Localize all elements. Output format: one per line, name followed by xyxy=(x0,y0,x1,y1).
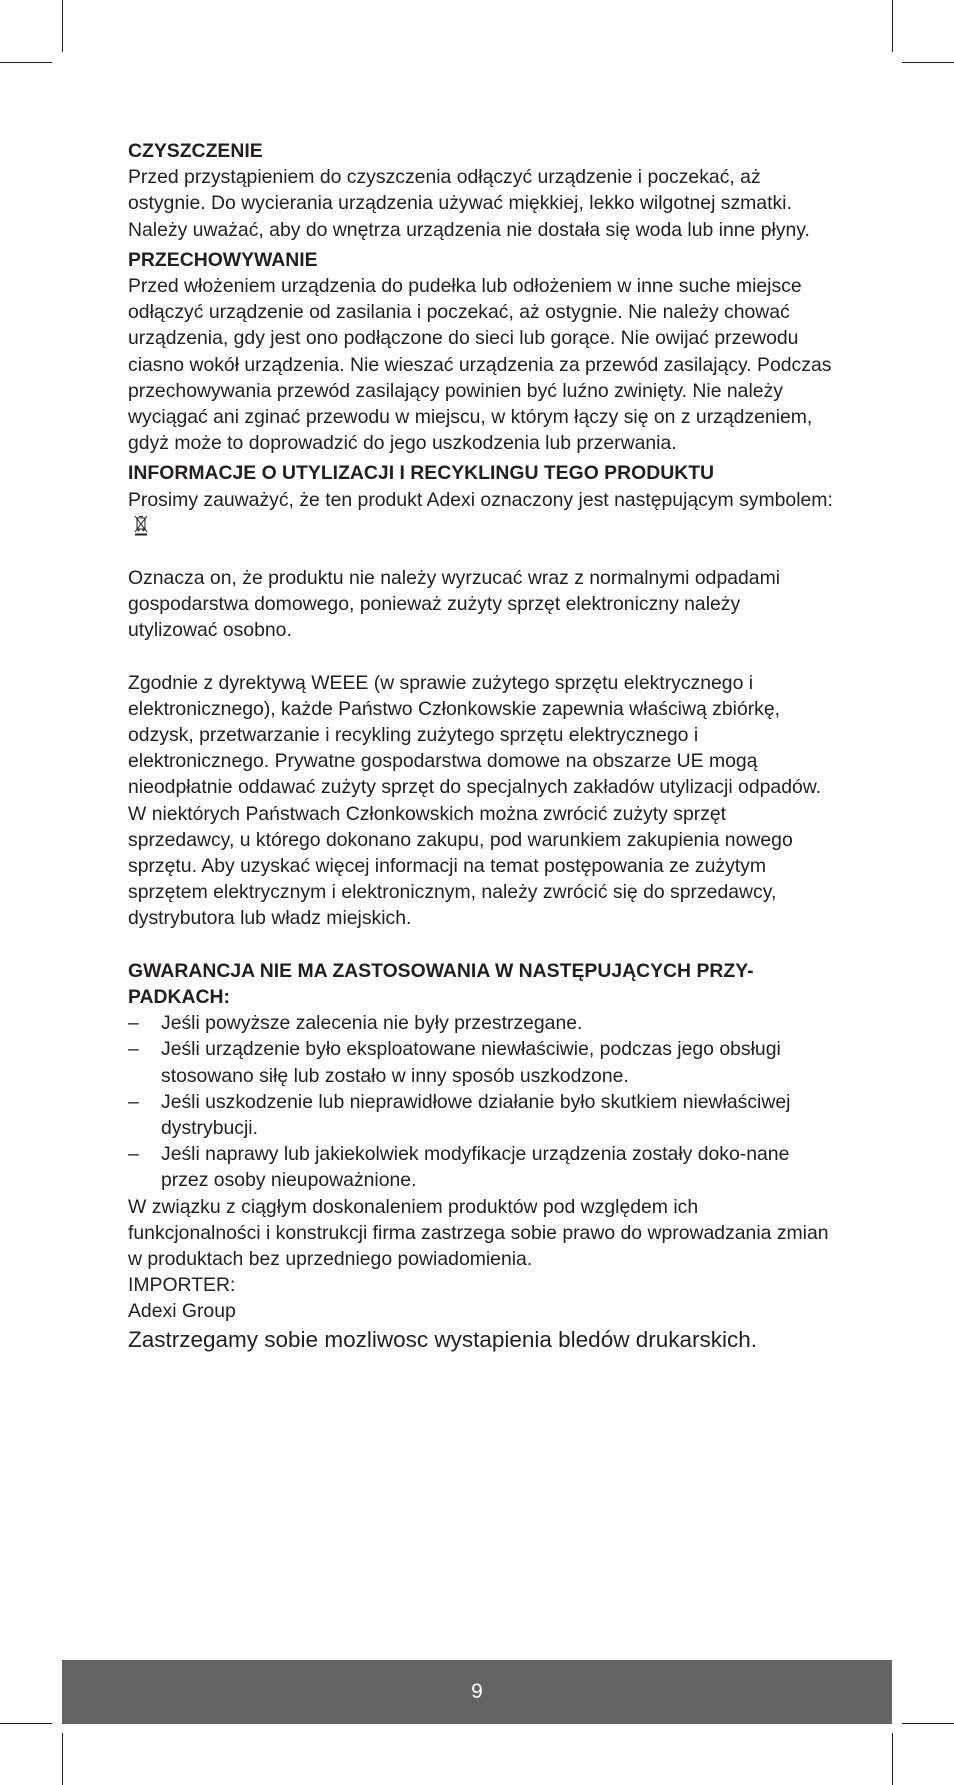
manual-page-content xyxy=(128,138,834,1355)
cleaning-section xyxy=(128,138,834,243)
crop-mark-bottom-right-horizontal xyxy=(902,1723,954,1724)
dash-bullet: – xyxy=(128,1012,139,1035)
list-item xyxy=(128,1010,834,1036)
list-item-text: Jeśli powyższe zalecenia nie były przestrzegane. xyxy=(161,1012,583,1035)
product-improvement-notice: W związku z ciągłym doskonaleniem produktów pod względem ich funkcjonalności i konstrukcji firma zastrzega sobie prawo do wprowadzania zmian w produktach bez uprzedniego powiadomienia. xyxy=(128,1195,829,1270)
cleaning-text: Przed przystąpieniem do czyszczenia odłączyć urządzenie i poczekać, aż ostygnie. Do wycierania urządzenia używać miękkiej, lekko wilgotnej szmatki. Należy uważać, aby do wnętrza urządzenia nie dostała się woda lub inne płyny. xyxy=(128,166,810,241)
page-footer-bar xyxy=(62,1660,892,1724)
dash-bullet: – xyxy=(128,1038,139,1061)
recycling-intro-paragraph xyxy=(128,487,834,539)
list-item xyxy=(128,1089,834,1141)
printing-errors-note: Zastrzegamy sobie mozliwosc wystapienia bledów drukarskich. xyxy=(128,1326,758,1352)
crop-mark-top-left-vertical xyxy=(62,0,63,52)
crop-mark-top-right-horizontal xyxy=(902,62,954,63)
recycling-heading: INFORMACJE O UTYLIZACJI I RECYKLINGU TEGO PRODUKTU xyxy=(128,462,715,485)
list-item-text: Jeśli urządzenie było eksploatowane niewłaściwie, podczas jego obsługi stosowano siłę lub zostało w inny sposób uszkodzone. xyxy=(161,1038,781,1087)
crop-mark-bottom-left-vertical xyxy=(62,1733,63,1785)
crop-mark-bottom-right-vertical xyxy=(892,1733,893,1785)
warranty-exclusions-list xyxy=(128,1010,834,1193)
crossed-out-wheelie-bin-icon xyxy=(134,514,148,536)
warranty-section xyxy=(128,958,834,1325)
crop-mark-bottom-left-horizontal xyxy=(0,1723,52,1724)
dash-bullet: – xyxy=(128,1143,139,1166)
storage-text: Przed włożeniem urządzenia do pudełka lub odłożeniem w inne suche miejsce odłączyć urządzenie od zasilania i poczekać, aż ostygnie. Nie należy chować urządzenia, gdy jest ono podłączone do sieci lub gorące. Nie owijać przewodu ciasno wokół urządzenia. Nie wieszać urządzenia za przewód zasilający. Podczas przechowywania przewód zasilający powinien być luźno zwinięty. Nie należy wyciągać ani zginać przewodu w miejscu, w którym łączy się on z urządzeniem, gdyż może to doprowadzić do jego uszkodzenia lub przerwania. xyxy=(128,275,832,455)
page-number: 9 xyxy=(471,1680,483,1703)
dash-bullet: – xyxy=(128,1090,139,1113)
recycling-meaning-text: Oznacza on, że produktu nie należy wyrzucać wraz z normalnymi odpadami gospodarstwa domowego, ponieważ zużyty sprzęt elektroniczny należy utylizować osobno. xyxy=(128,567,781,642)
list-item-text: Jeśli uszkodzenie lub nieprawidłowe działanie było skutkiem niewłaściwej dystrybucji. xyxy=(161,1090,791,1139)
storage-heading: PRZECHOWYWANIE xyxy=(128,248,318,271)
list-item xyxy=(128,1036,834,1088)
weee-directive-text: Zgodnie z dyrektywą WEEE (w sprawie zużytego sprzętu elektrycznego i elektronicznego), każde Państwo Członkowskie zapewnia właściwą zbiórkę, odzysk, przetwarzanie i recykling zużytego sprzętu elektrycznego i elektronicznego. Prywatne gospodarstwa domowe na obszarze UE mogą nieodpłatnie oddawać zużyty sprzęt do specjalnych zakładów utylizacji odpadów. W niektórych Państwach Członkowskich można zwrócić zużyty sprzęt sprzedawcy, u którego dokonano zakupu, pod warunkiem zakupienia nowego sprzętu. Aby uzyskać więcej informacji na temat postępowania ze zużytym sprzętem elektrycznym i elektronicznym, należy zwrócić się do sprzedawcy, dystrybutora lub władz miejskich. xyxy=(128,671,822,930)
cleaning-heading: CZYSZCZENIE xyxy=(128,140,263,162)
recycling-intro-text: Prosimy zauważyć, że ten produkt Adexi oznaczony jest następującym symbolem: xyxy=(128,488,833,511)
storage-section xyxy=(128,247,834,457)
crop-mark-top-left-horizontal xyxy=(0,62,52,63)
importer-label: IMPORTER: xyxy=(128,1274,236,1297)
recycling-section xyxy=(128,460,834,931)
list-item-text: Jeśli naprawy lub jakiekolwiek modyfikacje urządzenia zostały doko-nane przez osoby nieupoważnione. xyxy=(161,1143,790,1192)
warranty-heading: GWARANCJA NIE MA ZASTOSOWANIA W NASTĘPUJĄCYCH PRZY-PADKACH: xyxy=(128,959,754,1008)
crop-mark-top-right-vertical xyxy=(892,0,893,52)
importer-name: Adexi Group xyxy=(128,1300,236,1323)
list-item xyxy=(128,1141,834,1193)
